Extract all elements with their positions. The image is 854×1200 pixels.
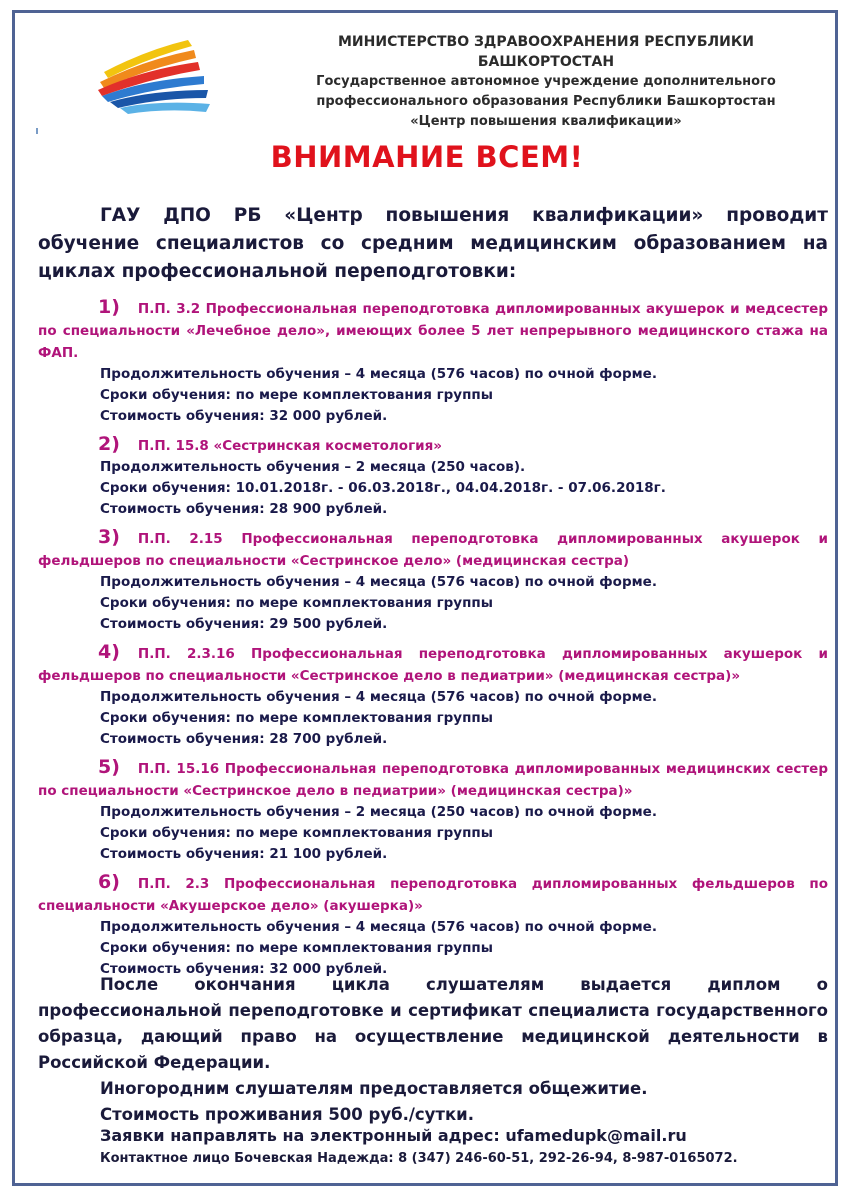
program-number: 1) <box>98 296 120 318</box>
program-title: П.П. 2.15 Профессиональная переподготовка дипломированных акушерок и фельдшеров по специальности «Сестринское дело» (медицинская сестра) <box>38 531 828 569</box>
applications-line <box>100 1124 830 1148</box>
program-cost: Стоимость обучения: 21 100 рублей. <box>100 846 388 862</box>
institution-name: «Центр повышения квалификации» <box>410 114 682 129</box>
program-heading <box>38 433 828 457</box>
diploma-paragraph <box>38 972 828 1076</box>
program-dates: Сроки обучения: по мере комплектования группы <box>100 710 493 726</box>
program-number: 6) <box>98 871 120 893</box>
program-number: 5) <box>98 756 120 778</box>
program-duration: Продолжительность обучения – 2 месяца (250 часов). <box>100 459 526 475</box>
program-dates: Сроки обучения: по мере комплектования группы <box>100 940 493 956</box>
program-item <box>38 641 828 750</box>
intro-text: ГАУ ДПО РБ «Центр повышения квалификации» проводит обучение специалистов со средним медицинским образованием на циклах профессиональной переподготовки: <box>38 205 828 282</box>
program-number: 4) <box>98 641 120 663</box>
program-cost: Стоимость обучения: 28 700 рублей. <box>100 731 388 747</box>
program-heading <box>38 641 828 687</box>
program-title: П.П. 15.16 Профессиональная переподготовка дипломированных медицинских сестер по специальности «Сестринское дело в педиатрии» (медицинская сестра)» <box>38 761 828 799</box>
institution-line-1: Государственное автономное учреждение дополнительного <box>316 74 776 89</box>
program-title: П.П. 2.3.16 Профессиональная переподготовка дипломированных акушерок и фельдшеров по специальности «Сестринское дело в педиатрии» (медицинская сестра)» <box>38 646 828 684</box>
program-number: 3) <box>98 526 120 548</box>
diploma-text: После окончания цикла слушателям выдается диплом о профессиональной переподготовке и сертификат специалиста государственного образца, дающий право на осуществление медицинской деятельности в Российской Федерации. <box>38 975 828 1072</box>
program-cost: Стоимость обучения: 32 000 рублей. <box>100 408 388 424</box>
program-heading <box>38 756 828 802</box>
contact-person: Контактное лицо Бочевская Надежда: 8 (347) 246-60-51, 292-26-94, 8-987-0165072. <box>100 1151 738 1166</box>
program-dates: Сроки обучения: по мере комплектования группы <box>100 825 493 841</box>
program-title: П.П. 15.8 «Сестринская косметология» <box>137 438 442 454</box>
program-dates: Сроки обучения: по мере комплектования группы <box>100 387 493 403</box>
program-duration: Продолжительность обучения – 4 месяца (576 часов) по очной форме. <box>100 366 657 382</box>
page-title: ВНИМАНИЕ ВСЕМ! <box>270 140 584 174</box>
ministry-header <box>272 32 820 132</box>
contact-section <box>100 1124 830 1170</box>
program-item <box>38 433 828 520</box>
program-duration: Продолжительность обучения – 4 месяца (576 часов) по очной форме. <box>100 574 657 590</box>
program-cost: Стоимость обучения: 29 500 рублей. <box>100 616 388 632</box>
program-cost: Стоимость обучения: 28 900 рублей. <box>100 501 388 517</box>
email-label: Заявки направлять на электронный адрес: <box>100 1126 506 1145</box>
program-title: П.П. 3.2 Профессиональная переподготовка дипломированных акушерок и медсестер по специальности «Лечебное дело», имеющих более 5 лет непрерывного медицинского стажа на ФАП. <box>38 301 828 361</box>
program-item <box>38 526 828 635</box>
program-title: П.П. 2.3 Профессиональная переподготовка дипломированных фельдшеров по специальности «Акушерское дело» (акушерка)» <box>38 876 828 914</box>
program-dates: Сроки обучения: 10.01.2018г. - 06.03.2018г., 04.04.2018г. - 07.06.2018г. <box>100 480 666 496</box>
program-heading <box>38 296 828 364</box>
program-duration: Продолжительность обучения – 4 месяца (576 часов) по очной форме. <box>100 919 657 935</box>
program-item <box>38 296 828 427</box>
email-address[interactable]: ufamedupk@mail.ru <box>505 1126 687 1145</box>
program-cost: Стоимость обучения: 32 000 рублей. <box>100 961 388 977</box>
institution-line-2: профессионального образования Республики Башкортостан <box>316 94 776 109</box>
program-heading <box>38 526 828 572</box>
center-logo-icon <box>96 32 226 120</box>
program-duration: Продолжительность обучения – 4 месяца (576 часов) по очной форме. <box>100 689 657 705</box>
program-dates: Сроки обучения: по мере комплектования группы <box>100 595 493 611</box>
lodging-cost: Стоимость проживания 500 руб./сутки. <box>100 1105 475 1124</box>
dormitory-note: Иногородним слушателям предоставляется общежитие. <box>100 1079 648 1098</box>
program-duration: Продолжительность обучения – 2 месяца (250 часов) по очной форме. <box>100 804 657 820</box>
program-heading <box>38 871 828 917</box>
ministry-name: МИНИСТЕРСТВО ЗДРАВООХРАНЕНИЯ РЕСПУБЛИКИ БАШКОРТОСТАН <box>337 34 755 70</box>
intro-paragraph <box>38 202 828 286</box>
program-number: 2) <box>98 433 120 455</box>
outro-section <box>38 972 828 1128</box>
decorative-mark <box>36 128 38 134</box>
program-item <box>38 871 828 980</box>
program-item <box>38 756 828 865</box>
programs-list <box>38 296 828 986</box>
